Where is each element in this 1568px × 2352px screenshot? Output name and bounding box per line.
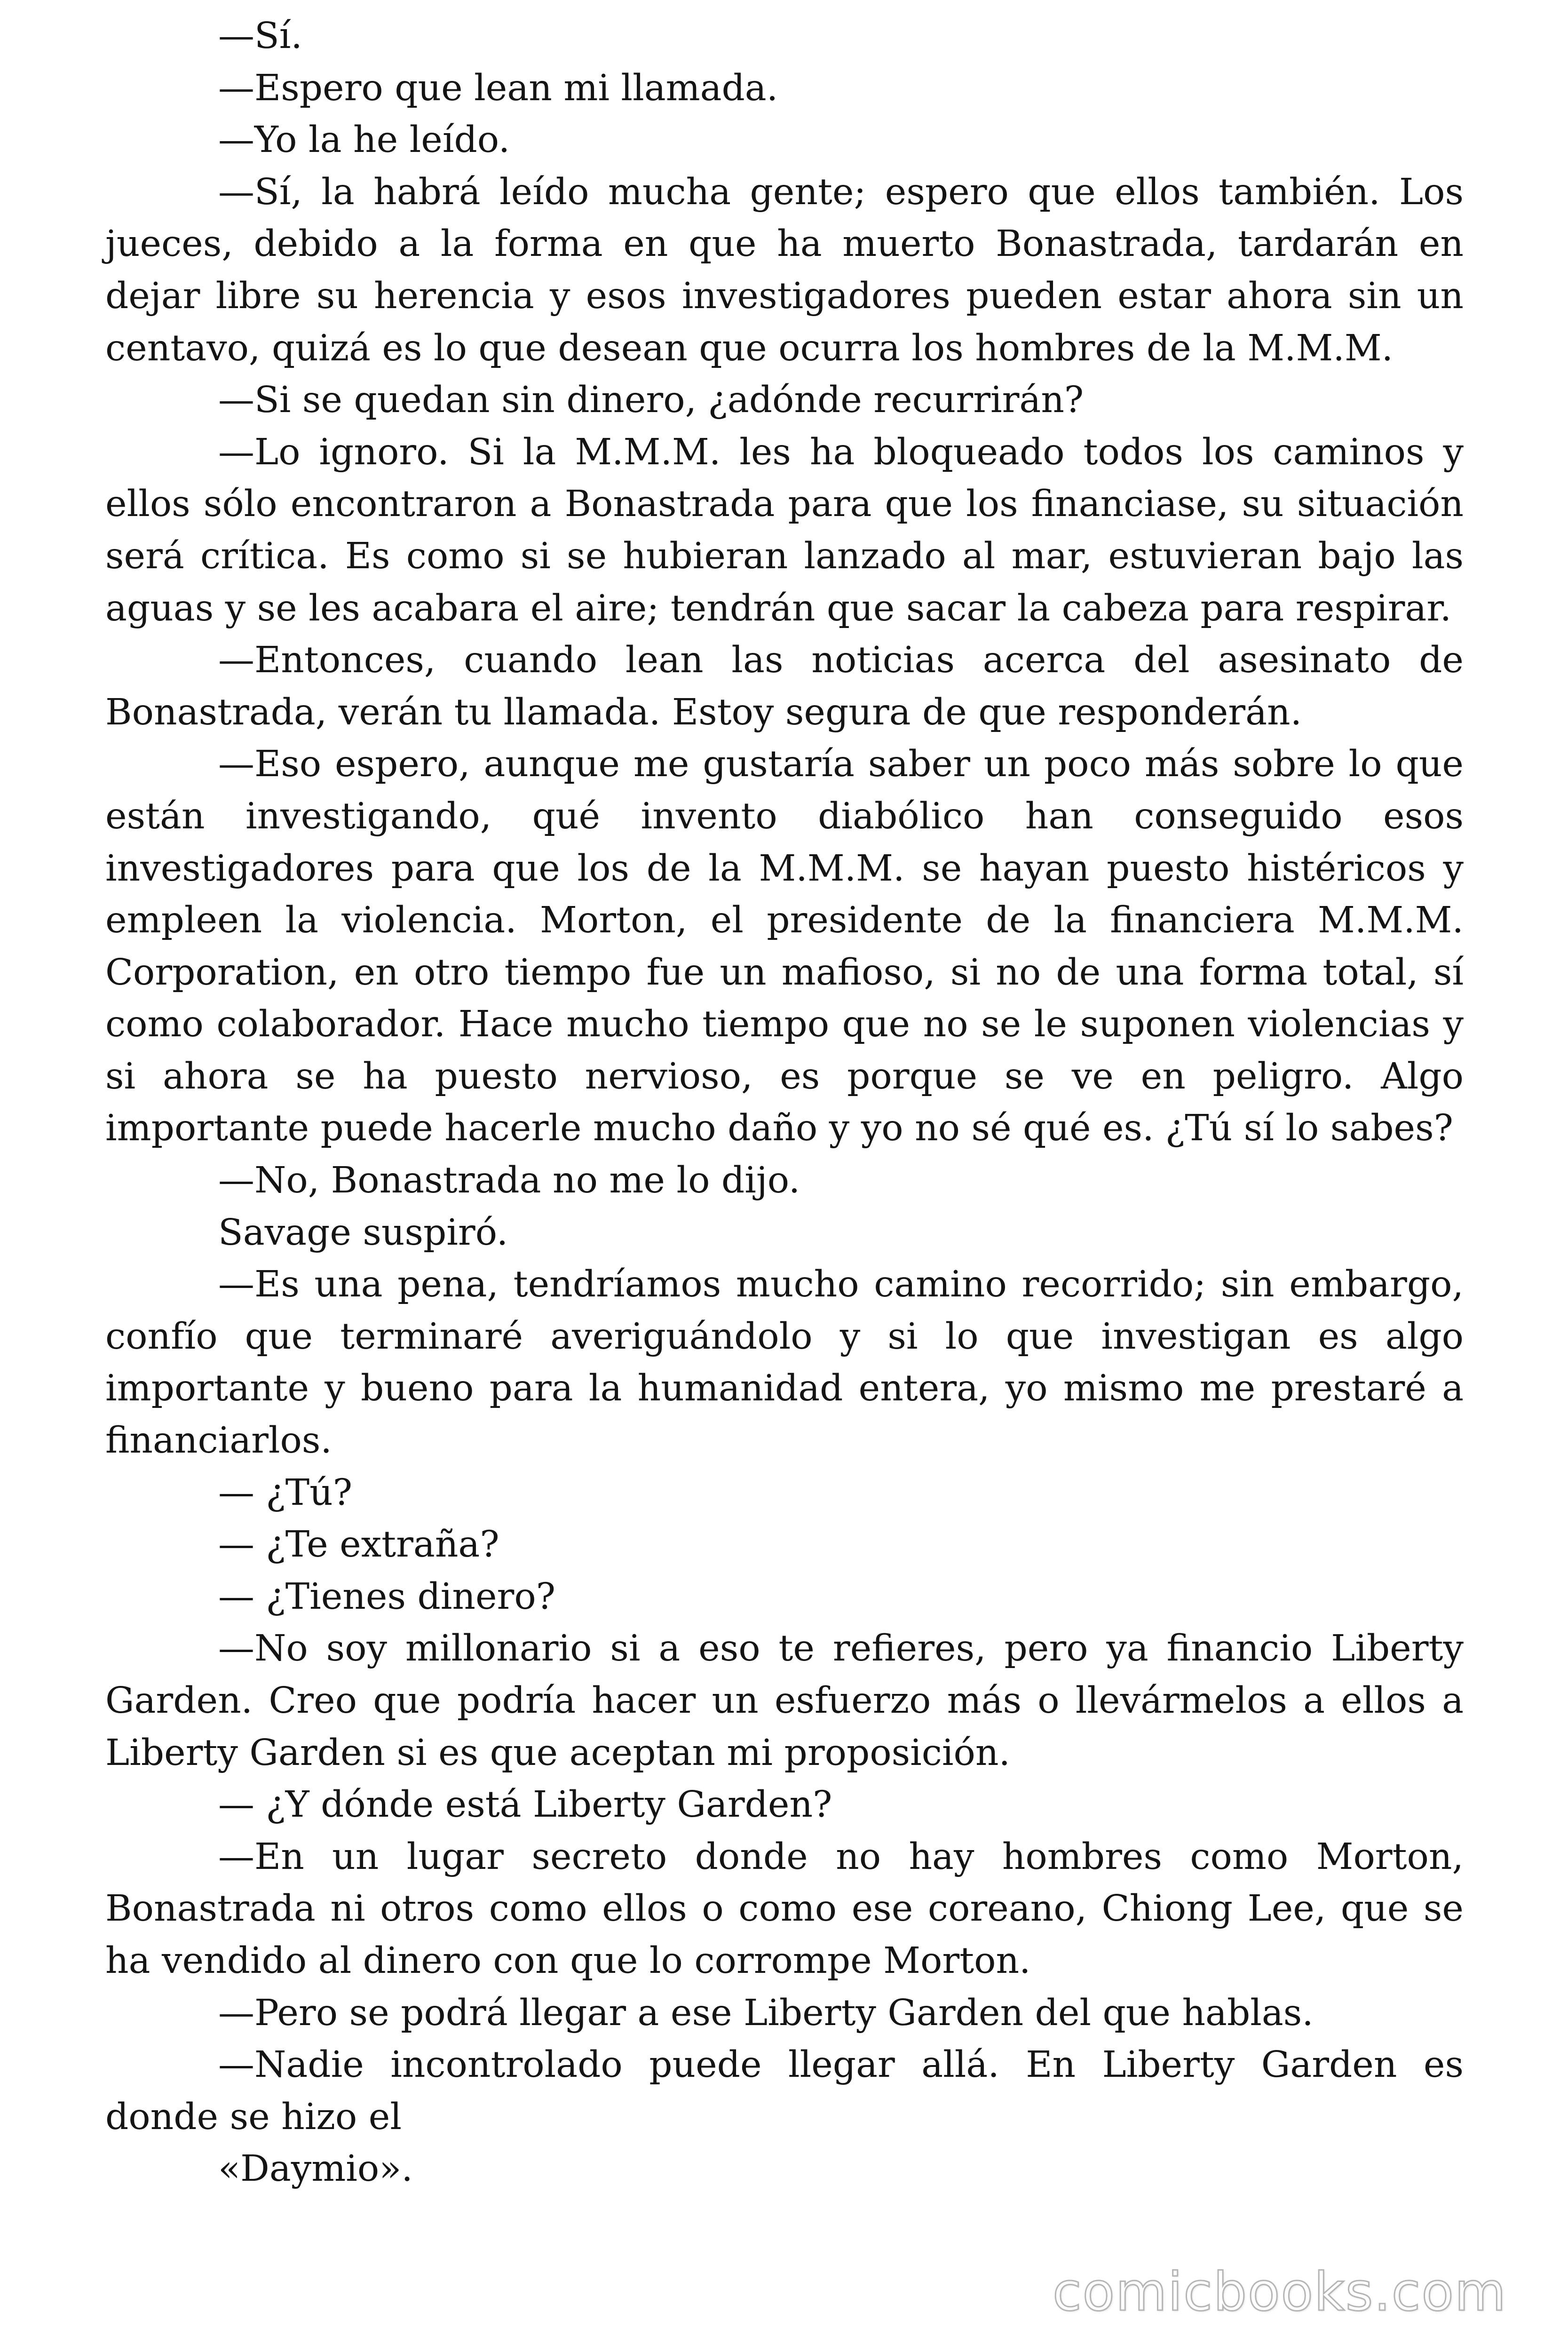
paragraph: —Sí, la habrá leído mucha gente; espero que ellos también. Los jueces, debido a la forma en que ha muerto Bonastrada, tardarán en dejar libre su herencia y esos investigadores pueden estar ahora sin un centavo, quizá es lo que desean que ocurra los hombres de la M.M.M. <box>105 171 1464 369</box>
paragraph: —No, Bonastrada no me lo dijo. <box>218 1160 800 1202</box>
book-page-text <box>105 10 1464 2195</box>
paragraph: —Yo la he leído. <box>218 119 510 161</box>
paragraph: —No soy millonario si a eso te refieres, pero ya financio Liberty Garden. Creo que podría hacer un esfuerzo más o llevármelos a ellos a Liberty Garden si es que aceptan mi proposición. <box>105 1628 1464 1774</box>
paragraph: —Espero que lean mi llamada. <box>218 67 778 109</box>
paragraph: «Daymio». <box>218 2148 413 2190</box>
paragraph: Savage suspiró. <box>218 1211 508 1254</box>
paragraph: —Entonces, cuando lean las noticias acerca del asesinato de Bonastrada, verán tu llamada. Estoy segura de que responderán. <box>105 639 1464 733</box>
paragraph: —Lo ignoro. Si la M.M.M. les ha bloqueado todos los caminos y ellos sólo encontraron a Bonastrada para que los financiase, su situación será crítica. Es como si se hubieran lanzado al mar, estuvieran bajo las aguas y se les acabara el aire; tendrán que sacar la cabeza para respirar. <box>105 431 1464 629</box>
paragraph: — ¿Y dónde está Liberty Garden? <box>218 1784 832 1826</box>
paragraph: — ¿Tú? <box>218 1471 352 1514</box>
paragraph: —Nadie incontrolado puede llegar allá. En Liberty Garden es donde se hizo el <box>105 2044 1464 2138</box>
paragraph: —Si se quedan sin dinero, ¿adónde recurrirán? <box>218 379 1084 421</box>
paragraph: —En un lugar secreto donde no hay hombres como Morton, Bonastrada ni otros como ellos o como ese coreano, Chiong Lee, que se ha vendido al dinero con que lo corrompe Morton. <box>105 1836 1464 1982</box>
paragraph: — ¿Tienes dinero? <box>218 1575 555 1618</box>
paragraph: — ¿Te extraña? <box>218 1524 499 1566</box>
paragraph: —Sí. <box>218 15 302 57</box>
paragraph: —Pero se podrá llegar a ese Liberty Garden del que hablas. <box>218 1992 1314 2034</box>
watermark: comicbooks.com <box>1052 2262 1507 2323</box>
paragraph: —Es una pena, tendríamos mucho camino recorrido; sin embargo, confío que terminaré averiguándolo y si lo que investigan es algo importante y bueno para la humanidad entera, yo mismo me prestaré a financiarlos. <box>105 1263 1464 1462</box>
paragraph: —Eso espero, aunque me gustaría saber un poco más sobre lo que están investigando, qué invento diabólico han conseguido esos investigadores para que los de la M.M.M. se hayan puesto histéricos y empleen la violencia. Morton, el presidente de la financiera M.M.M. Corporation, en otro tiempo fue un mafioso, si no de una forma total, sí como colaborador. Hace mucho tiempo que no se le suponen violencias y si ahora se ha puesto nervioso, es porque se ve en peligro. Algo importante puede hacerle mucho daño y yo no sé qué es. ¿Tú sí lo sabes? <box>105 743 1464 1150</box>
